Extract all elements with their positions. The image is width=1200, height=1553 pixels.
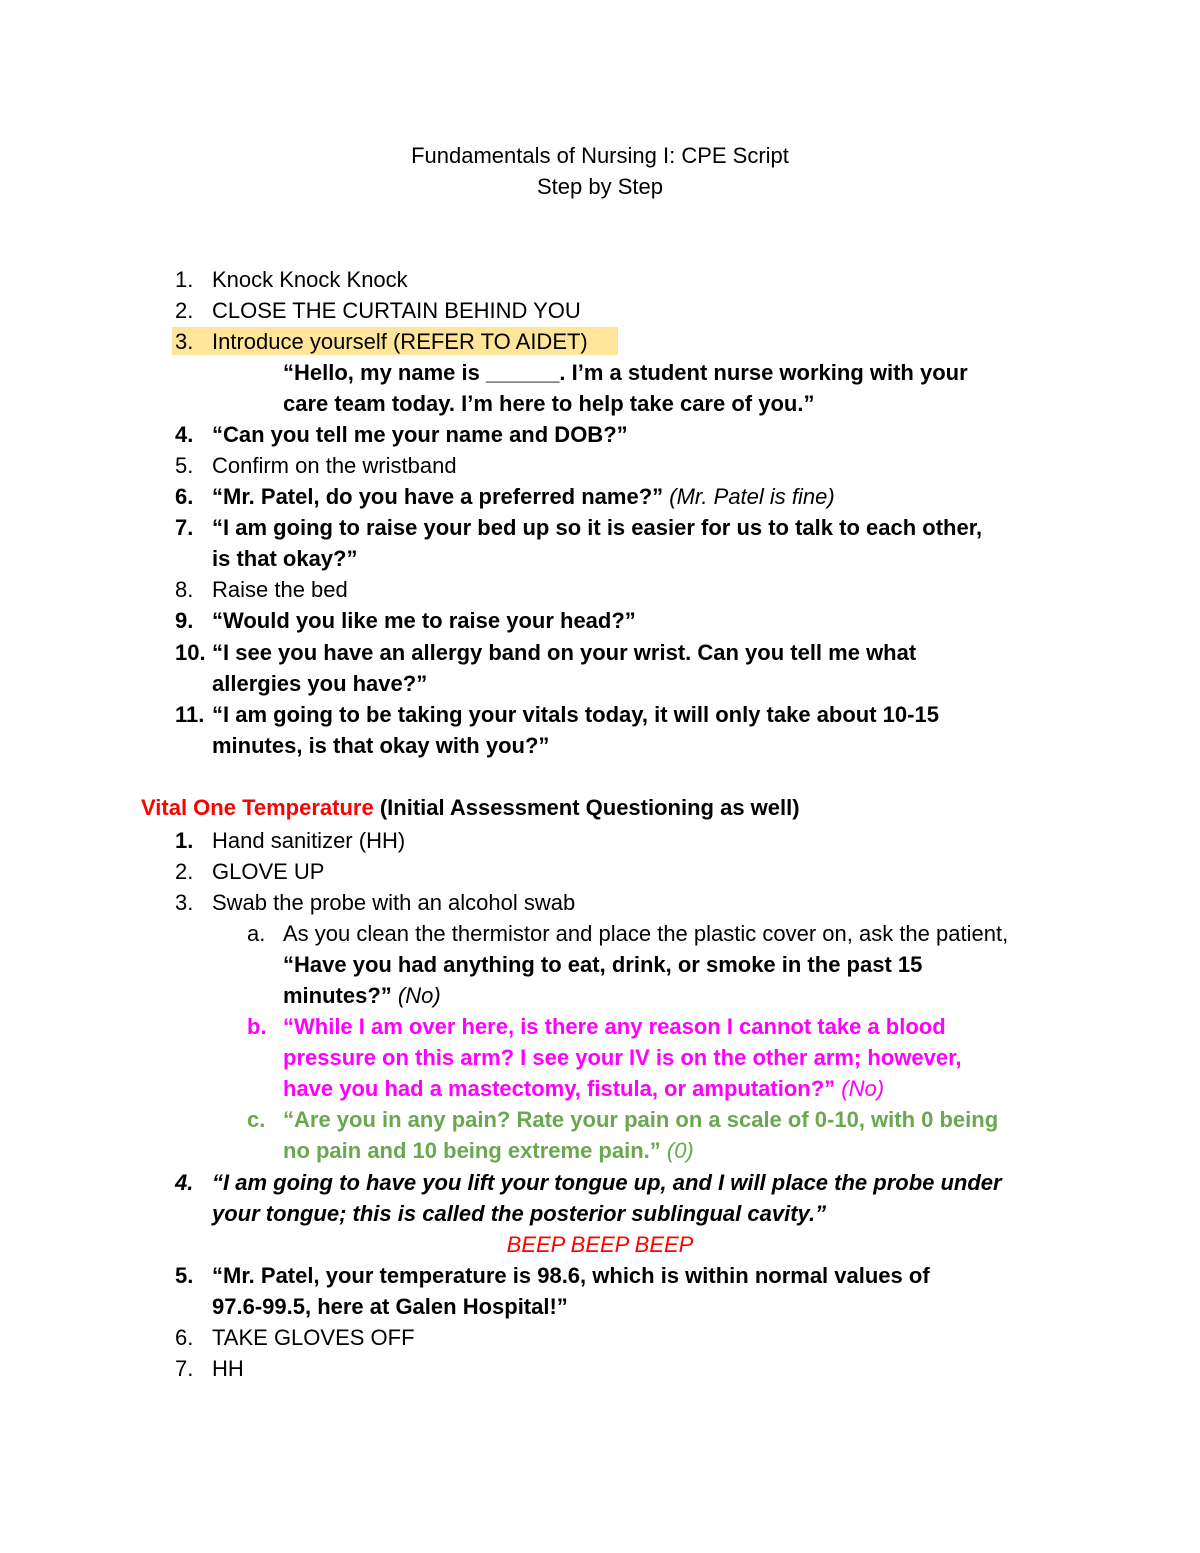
sublist-letter: b. bbox=[247, 1014, 267, 1039]
substep-line bbox=[283, 980, 441, 1011]
section-heading-red: Vital One Temperature bbox=[141, 795, 374, 820]
step-text: Raise the bed bbox=[212, 577, 348, 602]
list-number: 7. bbox=[175, 515, 194, 540]
list-number: 11. bbox=[175, 702, 205, 727]
list-number: 5. bbox=[175, 453, 194, 478]
script-quote: minutes?” bbox=[283, 983, 392, 1008]
list-number: 8. bbox=[175, 577, 194, 602]
step-text: Knock Knock Knock bbox=[212, 267, 408, 292]
script-quote-green: “Are you in any pain? Rate your pain on a scale of 0-10, with 0 being bbox=[283, 1107, 999, 1132]
sublist-letter: a. bbox=[247, 921, 266, 946]
script-quote: minutes, is that okay with you?” bbox=[212, 733, 550, 758]
script-quote-magenta: have you had a mastectomy, fistula, or amputation?” bbox=[283, 1076, 836, 1101]
list-number: 3. bbox=[175, 890, 194, 915]
script-quote: “Would you like me to raise your head?” bbox=[212, 608, 636, 633]
document-title: Fundamentals of Nursing I: CPE Script bbox=[411, 143, 789, 168]
response-note: (No) bbox=[835, 1076, 885, 1101]
script-quote-magenta: “While I am over here, is there any reason I cannot take a blood bbox=[283, 1014, 946, 1039]
list-number: 3. bbox=[175, 329, 194, 354]
script-quote: “Can you tell me your name and DOB?” bbox=[212, 422, 628, 447]
section-heading bbox=[141, 792, 800, 823]
list-number: 6. bbox=[175, 1325, 194, 1350]
script-quote-magenta: pressure on this arm? I see your IV is on the other arm; however, bbox=[283, 1045, 962, 1070]
script-quote: “I am going to be taking your vitals today, it will only take about 10-15 bbox=[212, 702, 939, 727]
beep-sound-cue: BEEP BEEP BEEP bbox=[506, 1232, 694, 1257]
response-note: (0) bbox=[660, 1138, 694, 1163]
script-quote: “Mr. Patel, your temperature is 98.6, which is within normal values of bbox=[212, 1263, 930, 1288]
response-note: (Mr. Patel is fine) bbox=[663, 484, 835, 509]
step-line bbox=[212, 481, 835, 512]
list-number: 2. bbox=[175, 298, 194, 323]
list-number: 4. bbox=[175, 422, 194, 447]
step-text: TAKE GLOVES OFF bbox=[212, 1325, 415, 1350]
list-number: 10. bbox=[175, 640, 206, 665]
list-number: 9. bbox=[175, 608, 194, 633]
step-text: Confirm on the wristband bbox=[212, 453, 457, 478]
step-text: CLOSE THE CURTAIN BEHIND YOU bbox=[212, 298, 581, 323]
script-quote: “Have you had anything to eat, drink, or smoke in the past 15 bbox=[283, 952, 923, 977]
script-quote: “Hello, my name is ______. I’m a student nurse working with your bbox=[283, 360, 968, 385]
script-quote: “Mr. Patel, do you have a preferred name?” bbox=[212, 484, 664, 509]
section-heading-rest: (Initial Assessment Questioning as well) bbox=[373, 795, 800, 820]
step-text: HH bbox=[212, 1356, 244, 1381]
step-text: Swab the probe with an alcohol swab bbox=[212, 890, 576, 915]
script-quote-green: no pain and 10 being extreme pain.” bbox=[283, 1138, 661, 1163]
script-quote-italic: your tongue; this is called the posterior sublingual cavity.” bbox=[212, 1201, 827, 1226]
response-note: (No) bbox=[391, 983, 441, 1008]
step-text: GLOVE UP bbox=[212, 859, 325, 884]
document-subtitle: Step by Step bbox=[537, 174, 663, 199]
list-number: 1. bbox=[175, 267, 194, 292]
script-quote: is that okay?” bbox=[212, 546, 358, 571]
list-number: 1. bbox=[175, 828, 194, 853]
script-quote: care team today. I’m here to help take care of you.” bbox=[283, 391, 815, 416]
step-text: Hand sanitizer (HH) bbox=[212, 828, 406, 853]
substep-text: As you clean the thermistor and place the plastic cover on, ask the patient, bbox=[283, 921, 1009, 946]
list-number: 6. bbox=[175, 484, 194, 509]
script-quote-italic: “I am going to have you lift your tongue up, and I will place the probe under bbox=[212, 1170, 1002, 1195]
list-number: 7. bbox=[175, 1356, 194, 1381]
substep-line bbox=[283, 1073, 884, 1104]
list-number: 2. bbox=[175, 859, 194, 884]
list-number: 5. bbox=[175, 1263, 194, 1288]
list-number: 4. bbox=[175, 1170, 194, 1195]
script-quote: 97.6-99.5, here at Galen Hospital!” bbox=[212, 1294, 568, 1319]
script-quote: “I see you have an allergy band on your wrist. Can you tell me what bbox=[212, 640, 917, 665]
sublist-letter: c. bbox=[247, 1107, 266, 1132]
script-quote: “I am going to raise your bed up so it is easier for us to talk to each other, bbox=[212, 515, 983, 540]
script-quote: allergies you have?” bbox=[212, 671, 428, 696]
step-text-highlighted: Introduce yourself (REFER TO AIDET) bbox=[212, 329, 588, 354]
substep-line bbox=[283, 1135, 694, 1166]
